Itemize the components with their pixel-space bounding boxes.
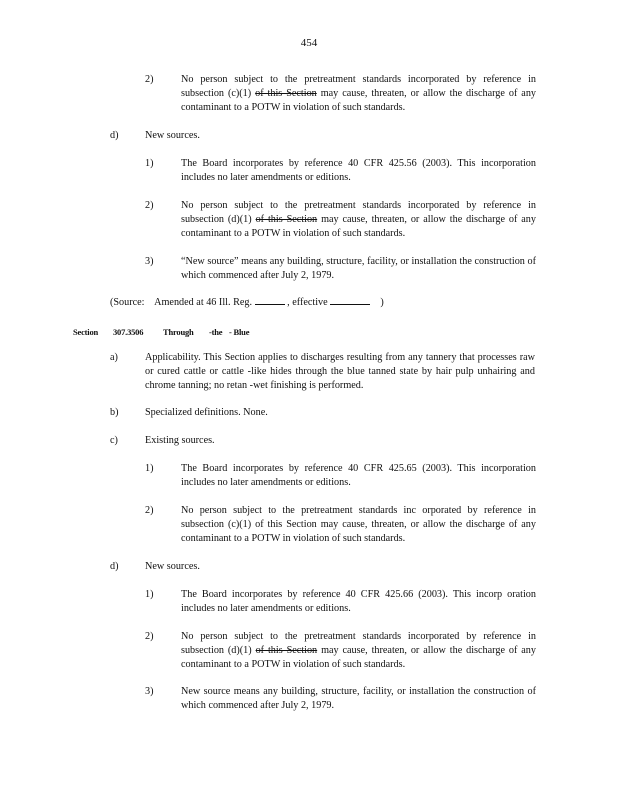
section-title: Through — [163, 327, 194, 337]
item-label: 2) — [145, 74, 154, 85]
source-text: Amended at 46 Ill. Reg. — [154, 297, 253, 308]
blank-line — [255, 295, 285, 305]
item-label: 1) — [145, 463, 154, 474]
paragraph: “New source” means any building, structure, facility, or installation the construction of which commenced after July 2, 1979. — [181, 256, 536, 281]
item-label: 3) — [145, 686, 154, 697]
subsection-label: d) — [110, 561, 119, 572]
source-text: ) — [380, 297, 384, 308]
paragraph: The Board incorporates by reference 40 CFR 425.66 (2003). This incorp oration includes no later amendments or editions. — [181, 589, 536, 614]
subsection-label: b) — [110, 407, 119, 418]
paragraph — [181, 630, 536, 672]
subsection-label: a) — [110, 352, 118, 363]
subsection-title: Existing sources. — [145, 435, 215, 446]
item-label: 1) — [145, 158, 154, 169]
blank-line — [330, 295, 370, 305]
item-label: 2) — [145, 200, 154, 211]
paragraph: No person subject to the pretreatment standards inc orporated by reference in subsection (c)(1) of this Section may cause, threaten, or allow the discharge of any contaminant to a POTW in violation of such standards. — [181, 505, 536, 544]
item-label: 1) — [145, 589, 154, 600]
paragraph: Applicability. This Section applies to discharges resulting from any tannery that processes raw or cured cattle or cattle -like hides through the blue tanned state by hair pulp unhairing and chrome tanning; no retan -wet finishing is performed. — [145, 352, 535, 391]
section-number: 307.3506 — [113, 327, 144, 337]
source-text: , effective — [287, 297, 328, 308]
subsection-label: c) — [110, 435, 118, 446]
paragraph-text: may cause, threaten, or allow the discharge of any contaminant to a POTW in violation of such standards. — [181, 214, 536, 239]
subsection-title: New sources. — [145, 130, 200, 141]
struck-text: of this Section — [255, 645, 318, 656]
paragraph-text: may cause, threaten, or allow the discharge of any contaminant to a POTW in violation of such standards. — [181, 88, 537, 113]
paragraph — [181, 73, 536, 115]
section-title: - Blue — [229, 327, 250, 337]
subsection-label: d) — [110, 130, 119, 141]
item-label: 2) — [145, 505, 154, 516]
item-label: 2) — [145, 631, 154, 642]
struck-text: of this Section — [255, 214, 318, 225]
section-label: Section — [73, 327, 99, 337]
paragraph-text: No person subject to the pretreatment standards incorporated by reference in subsection (c)(1) — [181, 74, 536, 99]
paragraph: The Board incorporates by reference 40 CFR 425.56 (2003). This incorporation includes no later amendments or editions. — [181, 158, 536, 183]
paragraph — [181, 199, 536, 241]
paragraph-text: may cause, threaten, or allow the discharge of any contaminant to a POTW in violation of such standards. — [181, 645, 536, 670]
subsection-title: New sources. — [145, 561, 200, 572]
source-label: (Source: — [110, 297, 145, 308]
struck-text: of this Section — [255, 88, 317, 99]
item-label: 3) — [145, 256, 154, 267]
paragraph: New source means any building, structure, facility, or installation the construction of which commenced after July 2, 1979. — [181, 686, 536, 711]
paragraph: The Board incorporates by reference 40 CFR 425.65 (2003). This incorporation includes no later amendments or editions. — [181, 463, 536, 488]
source-note — [110, 295, 490, 310]
paragraph-text: No person subject to the pretreatment standards incorporated by reference in subsection (d)(1) — [181, 631, 536, 656]
page-number: 454 — [300, 37, 318, 49]
paragraph-text: No person subject to the pretreatment standards incorporated by reference in subsection (d)(1) — [181, 200, 536, 225]
section-title: -the — [209, 327, 223, 337]
paragraph: Specialized definitions. None. — [145, 407, 268, 418]
